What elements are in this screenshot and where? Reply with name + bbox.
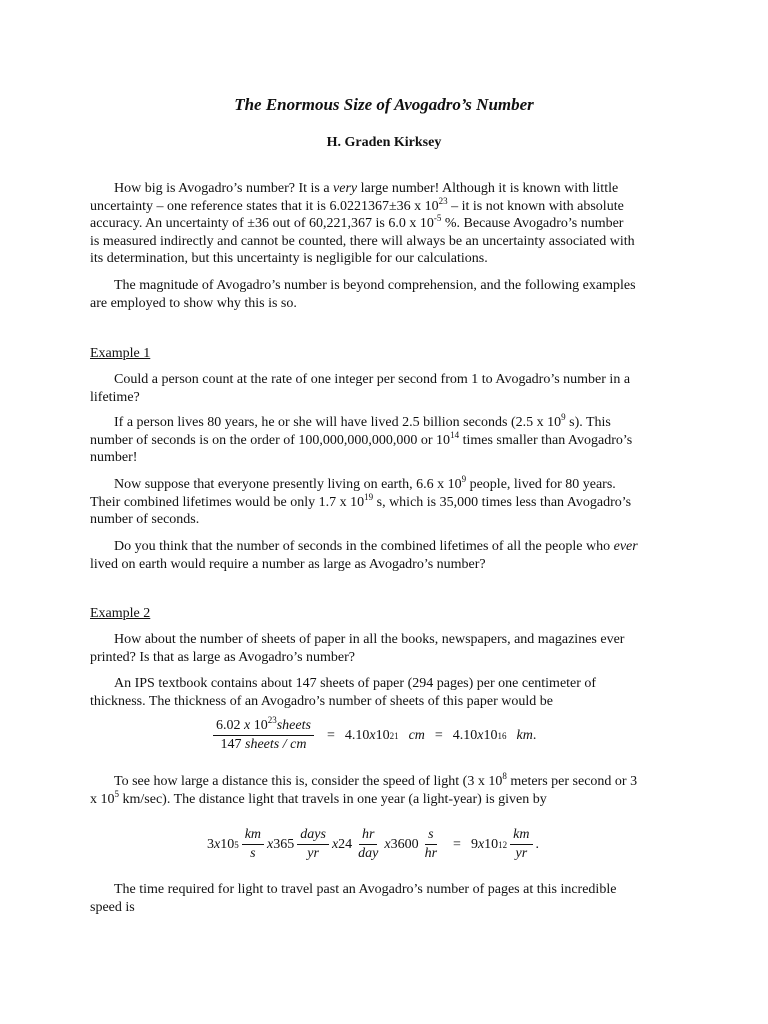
text-line: The magnitude of Avogadro’s number is beyond comprehension, and the following examples <box>114 278 636 293</box>
light-year-equation: 3 x 10 5 $\frac{km}{s}$ x 365 $\frac{\text{days}}{yr}$ x 24 $\frac{hr}{\text{day}}$ x 3600 $\frac{s}{hr}$ = 9 x 10 12 $\frac{km}{yr}$ . <box>207 827 539 861</box>
superscript: 8 <box>502 771 507 781</box>
author-name: H. Graden Kirksey <box>326 135 442 150</box>
fraction-denominator: day <box>358 846 379 861</box>
eq-period: . <box>532 727 537 743</box>
text-span: people, lived for 80 years. <box>466 477 616 492</box>
eq-term: 10 <box>484 836 499 852</box>
text-line: its determination, but this uncertainty is negligible for our calculations. <box>90 251 488 267</box>
text-line <box>90 215 680 233</box>
example-1-population-paragraph <box>90 476 680 529</box>
text-line: printed? Is that as large as Avogadro’s number? <box>90 649 356 665</box>
eq-times: x <box>244 718 251 733</box>
example-1-lifetime-paragraph <box>90 414 680 467</box>
text-span: s). This <box>565 415 611 430</box>
text-line: How about the number of sheets of paper in all the books, newspapers, and magazines ever <box>114 632 625 647</box>
text-line: lifetime? <box>90 389 140 405</box>
fraction <box>297 827 329 862</box>
eq-times: x <box>267 836 274 852</box>
text-span: large number! Although it is known with little <box>357 181 619 196</box>
text-span: meters per second or 3 <box>506 774 638 789</box>
eq-term: 10 <box>250 718 268 733</box>
fraction-numerator: km <box>242 827 264 845</box>
text-line <box>90 788 680 809</box>
fraction <box>422 827 440 862</box>
fraction-denominator: yr <box>515 846 528 861</box>
eq-period: . <box>535 836 539 852</box>
emphasis-text: ever <box>613 539 638 554</box>
text-span: – it is not known with absolute <box>447 198 624 214</box>
example-2-light-paragraph <box>90 773 680 808</box>
eq-term: 10 <box>483 727 498 743</box>
text-line <box>90 429 680 450</box>
fraction-denominator <box>218 736 310 753</box>
superscript: 14 <box>450 429 460 440</box>
eq-term: 6.02 <box>216 718 244 733</box>
fraction-denominator: s <box>250 846 256 861</box>
eq-term: 3600 <box>390 836 419 852</box>
superscript: 9 <box>461 474 467 484</box>
text-span: times smaller than Avogadro’s <box>459 432 633 448</box>
eq-equals: = <box>326 727 335 743</box>
text-span: x 10 <box>90 791 115 807</box>
text-line: Could a person count at the rate of one integer per second from 1 to Avogadro’s number in a <box>114 372 631 387</box>
example-1-heading: Example 1 <box>90 346 151 361</box>
fraction-numerator: km <box>510 827 532 845</box>
eq-times: x <box>477 727 484 743</box>
text-line: thickness. The thickness of an Avogadro’s number of sheets of this paper would be <box>90 693 553 709</box>
eq-equals: = <box>434 727 443 743</box>
text-span: If a person lives 80 years, he or she will have lived 2.5 billion seconds (2.5 x 10 <box>114 415 562 430</box>
fraction-numerator: s <box>425 827 436 845</box>
eq-equals: = <box>453 836 461 852</box>
text-line <box>90 195 680 216</box>
eq-term: 365 <box>273 836 295 852</box>
text-line: An IPS textbook contains about 147 sheets of paper (294 pages) per one centimeter of <box>114 676 597 691</box>
eq-term: 9 <box>470 836 478 852</box>
superscript: 9 <box>561 412 566 422</box>
eq-unit: sheets <box>276 718 311 733</box>
example-2-textbook-paragraph <box>90 675 680 710</box>
text-line: is measured indirectly and cannot be counted, there will always be an uncertainty associated with <box>90 233 635 249</box>
thickness-equation: $\frac{6.02 x 10^{23}sheets}{\text{147 sheets / cm}}$ = 4.10 x 10 21 cm = 4.10 x 10 16 km . <box>210 718 536 753</box>
document-title: The Enormous Size of Avogadro’s Number <box>234 95 534 114</box>
eq-term: 4.10 <box>344 727 370 743</box>
text-line: number of seconds. <box>90 512 200 528</box>
text-span: How big is Avogadro’s number? It is a <box>114 181 334 196</box>
text-line <box>90 491 680 512</box>
example-1-question <box>90 371 680 406</box>
text-line <box>90 773 680 791</box>
text-span: To see how large a distance this is, consider the speed of light (3 x 10 <box>114 774 503 789</box>
example-2-heading: Example 2 <box>90 606 151 621</box>
text-line: lived on earth would require a number as large as Avogadro’s number? <box>90 556 486 572</box>
text-line: The time required for light to travel past an Avogadro’s number of pages at this incredible <box>114 882 617 897</box>
eq-term: 24 <box>338 836 353 852</box>
intro-paragraph <box>90 180 680 268</box>
text-span: Now suppose that everyone presently living on earth, 6.6 x 10 <box>114 477 462 492</box>
eq-term: 10 <box>220 836 235 852</box>
emphasis-text: very <box>333 181 358 196</box>
text-line <box>90 414 680 432</box>
eq-term: 4.10 <box>452 727 478 743</box>
eq-times: x <box>214 836 221 852</box>
fraction <box>510 827 532 862</box>
eq-times: x <box>331 836 339 852</box>
text-line: are employed to show why this is so. <box>90 295 297 311</box>
superscript: 5 <box>114 788 119 799</box>
text-span: %. Because Avogadro’s number <box>441 216 624 232</box>
text-line: speed is <box>90 899 135 915</box>
eq-term: 3 <box>207 836 214 852</box>
text-span: Do you think that the number of seconds in the combined lifetimes of all the people who <box>114 539 614 554</box>
superscript: 23 <box>438 195 448 206</box>
fraction-numerator <box>213 715 314 736</box>
eq-times: x <box>384 836 391 852</box>
fraction-numerator: hr <box>359 827 377 845</box>
text-line <box>90 538 680 556</box>
text-line <box>90 476 680 494</box>
superscript: -5 <box>433 213 442 224</box>
text-line <box>90 180 680 198</box>
superscript: 23 <box>267 715 277 725</box>
eq-term: 10 <box>375 727 390 743</box>
magnitude-paragraph <box>90 277 680 312</box>
eq-times: x <box>477 836 485 852</box>
text-span: uncertainty – one reference states that it is 6.0221367±36 x 10 <box>90 198 439 214</box>
fraction-denominator: hr <box>424 846 438 861</box>
text-span: Their combined lifetimes would be only 1.7 x 10 <box>90 494 365 510</box>
fraction-denominator: yr <box>307 846 319 861</box>
eq-times: x <box>369 727 376 743</box>
text-span: s, which is 35,000 times less than Avogadro’s <box>373 494 632 510</box>
text-line: number! <box>90 450 138 466</box>
example-1-closing-question <box>90 538 680 573</box>
fraction <box>213 715 314 753</box>
fraction-numerator: days <box>297 827 329 845</box>
text-span: accuracy. An uncertainty of ±36 out of 60,221,367 is 6.0 x 10 <box>90 216 434 232</box>
fraction <box>242 827 264 862</box>
superscript: 19 <box>364 491 374 502</box>
text-span: number of seconds is on the order of 100,000,000,000,000 or 10 <box>90 432 451 448</box>
eq-unit: cm <box>408 727 425 743</box>
eq-unit: km <box>516 727 533 743</box>
example-2-question <box>90 631 680 666</box>
example-2-time-paragraph <box>90 881 680 916</box>
fraction <box>355 827 381 862</box>
text-span: km/sec). The distance light that travels in one year (a light-year) is given by <box>119 791 547 807</box>
eq-term: 147 <box>220 737 245 752</box>
eq-unit: sheets / cm <box>245 737 307 752</box>
